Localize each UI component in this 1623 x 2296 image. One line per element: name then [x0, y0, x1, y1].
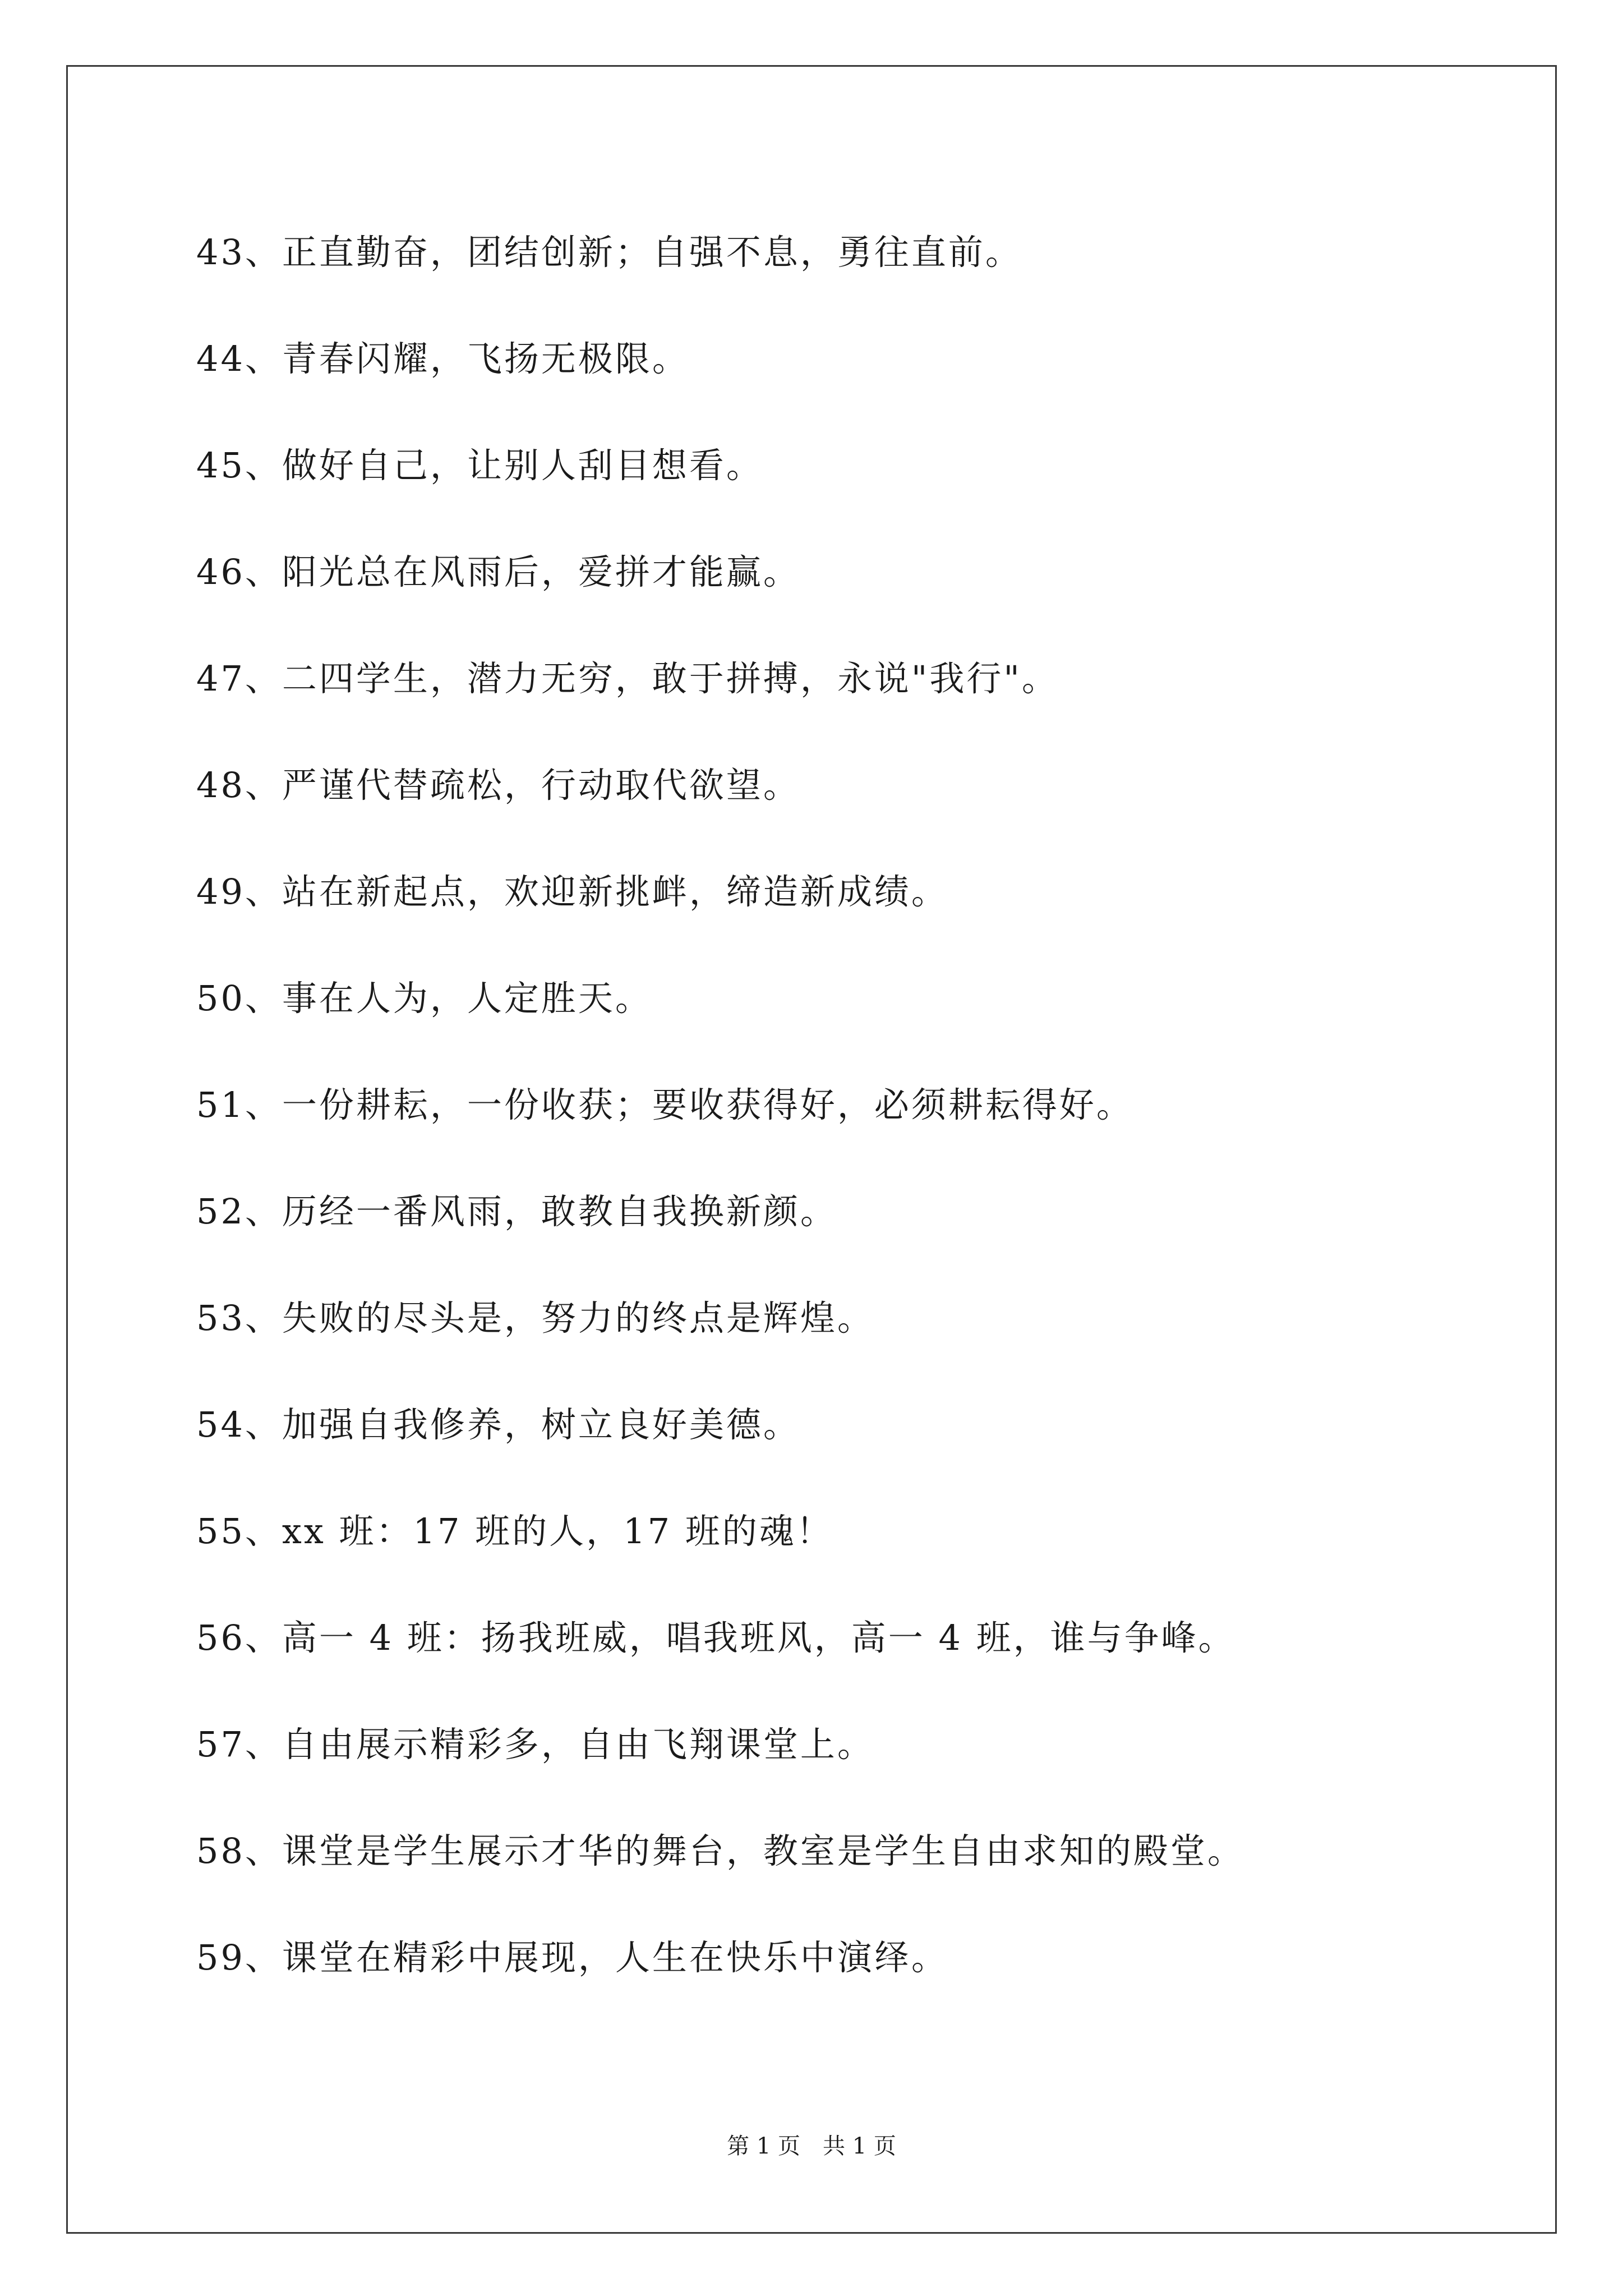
slogan-line-45: 45、做好自己，让别人刮目想看。: [196, 445, 763, 486]
slogan-line-46: 46、阳光总在风雨后，爱拼才能赢。: [196, 551, 800, 592]
slogan-line-52: 52、历经一番风雨，敢教自我换新颜。: [196, 1191, 837, 1232]
slogan-line-55: 55、xx 班：17 班的人，17 班的魂！: [196, 1511, 833, 1552]
slogan-line-54: 54、加强自我修养，树立良好美德。: [196, 1404, 800, 1445]
slogan-line-47: 47、二四学生，潜力无穷，敢于拼搏，永说"我行"。: [196, 658, 1059, 699]
slogan-line-56: 56、高一 4 班：扬我班威，唱我班风，高一 4 班，谁与争峰。: [196, 1617, 1235, 1658]
slogan-line-44: 44、青春闪耀，飞扬无极限。: [196, 338, 689, 379]
slogan-line-49: 49、站在新起点，欢迎新挑衅，缔造新成绩。: [196, 871, 948, 912]
slogan-line-48: 48、严谨代替疏松，行动取代欲望。: [196, 765, 800, 806]
slogan-line-57: 57、自由展示精彩多，自由飞翔课堂上。: [196, 1724, 874, 1765]
slogan-line-51: 51、一份耕耘，一份收获；要收获得好，必须耕耘得好。: [196, 1084, 1133, 1125]
slogan-line-50: 50、事在人为，人定胜天。: [196, 978, 652, 1019]
slogan-line-58: 58、课堂是学生展示才华的舞台，教室是学生自由求知的殿堂。: [196, 1830, 1244, 1871]
slogan-line-43: 43、正直勤奋，团结创新；自强不息，勇往直前。: [196, 232, 1022, 273]
slogan-line-59: 59、课堂在精彩中展现，人生在快乐中演绎。: [196, 1937, 948, 1978]
page-border: [66, 65, 1557, 2234]
page-number-footer: 第 1 页 共 1 页: [727, 2133, 896, 2159]
slogan-line-53: 53、失败的尽头是，努力的终点是辉煌。: [196, 1297, 874, 1338]
